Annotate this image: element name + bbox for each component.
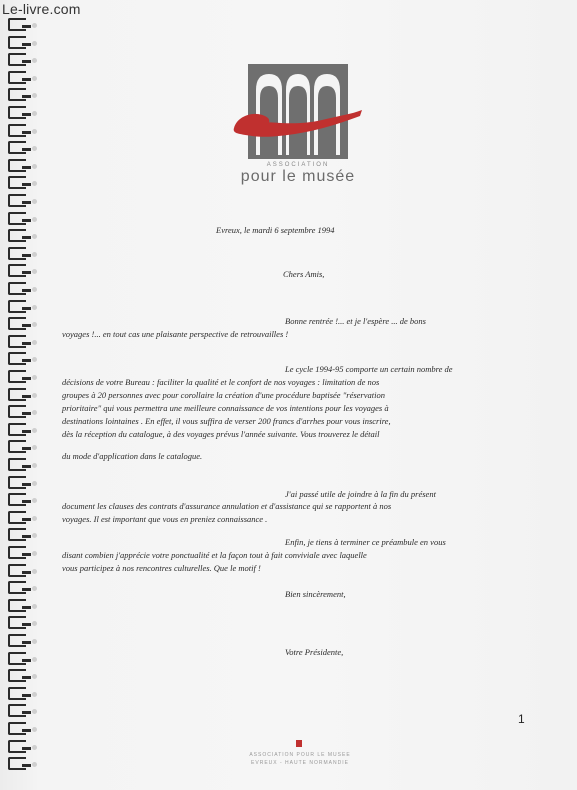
paragraph-2-line: du mode d'application dans le catalogue. [62, 451, 203, 461]
spiral-ring [8, 229, 32, 239]
spiral-ring [8, 36, 32, 46]
spiral-ring [8, 212, 32, 222]
spiral-ring [8, 493, 32, 503]
date-line: Evreux, le mardi 6 septembre 1994 [216, 225, 335, 235]
spiral-ring [8, 176, 32, 186]
paragraph-2-line: décisions de votre Bureau : faciliter la qualité et le confort de nos voyages : limitation de nos [62, 377, 380, 387]
spiral-ring [8, 423, 32, 433]
spiral-ring [8, 53, 32, 63]
footer-line-1: ASSOCIATION POUR LE MUSEE [249, 752, 351, 758]
paragraph-1-line: voyages !... en tout cas une plaisante perspective de retrouvailles ! [62, 329, 289, 339]
spiral-ring [8, 599, 32, 609]
spiral-ring [8, 440, 32, 450]
footer-line-2: EVREUX - HAUTE NORMANDIE [251, 760, 349, 766]
spiral-ring [8, 546, 32, 556]
spiral-ring [8, 564, 32, 574]
paragraph-3-line: J'ai passé utile de joindre à la fin du présent [285, 489, 436, 499]
signature: Votre Présidente, [285, 647, 344, 657]
footer-logo-mark [296, 740, 302, 747]
spiral-ring [8, 352, 32, 362]
spiral-ring [8, 282, 32, 292]
spiral-ring [8, 388, 32, 398]
paragraph-3-line: voyages. Il est important que vous en preniez connaissance . [62, 514, 268, 524]
spiral-ring [8, 141, 32, 151]
spiral-ring [8, 528, 32, 538]
salutation: Chers Amis, [283, 269, 325, 279]
paragraph-4-line: Enfin, je tiens à terminer ce préambule en vous [285, 537, 446, 547]
spiral-ring [8, 476, 32, 486]
spiral-ring [8, 300, 32, 310]
spiral-ring [8, 159, 32, 169]
spiral-ring [8, 581, 32, 591]
spiral-ring [8, 405, 32, 415]
paragraph-2-line: groupes à 20 personnes avec pour corollaire la création d'une procédure baptisée "réservation [62, 390, 385, 400]
spiral-ring [8, 264, 32, 274]
spiral-ring [8, 652, 32, 662]
paragraph-2-line: destinations lointaines . En effet, il vous suffira de verser 200 francs d'arrhes pour vous inscrire, [62, 416, 391, 426]
spiral-ring [8, 458, 32, 468]
paragraph-2-line: dès la réception du catalogue, à des voyages prévus l'année suivante. Vous trouverez le détail [62, 429, 380, 439]
spiral-ring [8, 317, 32, 327]
spiral-ring [8, 106, 32, 116]
logo-title: pour le musée [240, 168, 356, 185]
spiral-ring [8, 757, 32, 767]
spiral-ring [8, 370, 32, 380]
spiral-ring [8, 722, 32, 732]
spiral-ring [8, 71, 32, 81]
spiral-ring [8, 124, 32, 134]
page-number: 1 [518, 712, 525, 726]
spiral-ring [8, 247, 32, 257]
spiral-binding [8, 18, 38, 778]
spiral-ring [8, 616, 32, 626]
spiral-ring [8, 740, 32, 750]
paragraph-3-line: document les clauses des contrats d'assurance annulation et d'assistance qui se rapportent à nos [62, 501, 392, 511]
spiral-ring [8, 634, 32, 644]
spiral-ring [8, 687, 32, 697]
paragraph-1-line: Bonne rentrée !... et je l'espère ... de bons [285, 316, 426, 326]
spiral-ring [8, 335, 32, 345]
spiral-ring [8, 88, 32, 98]
spiral-ring [8, 704, 32, 714]
paragraph-4-line: disant combien j'apprécie votre ponctualité et la façon tout à fait conviviale avec laquelle [62, 550, 367, 560]
spiral-ring [8, 18, 32, 28]
spiral-ring [8, 194, 32, 204]
paragraph-4-line: vous participez à nos rencontres culturelles. Que le motif ! [62, 563, 261, 573]
watermark: Le-livre.com [2, 1, 81, 17]
spiral-ring [8, 511, 32, 521]
paragraph-2-line: Le cycle 1994-95 comporte un certain nombre de [285, 364, 453, 374]
logo-subtitle: ASSOCIATION [266, 162, 330, 168]
paragraph-2-line: prioritaire" qui vous permettra une meilleure connaissance de vos intentions pour les voyages à [62, 403, 389, 413]
spiral-ring [8, 669, 32, 679]
closing: Bien sincèrement, [285, 589, 346, 599]
